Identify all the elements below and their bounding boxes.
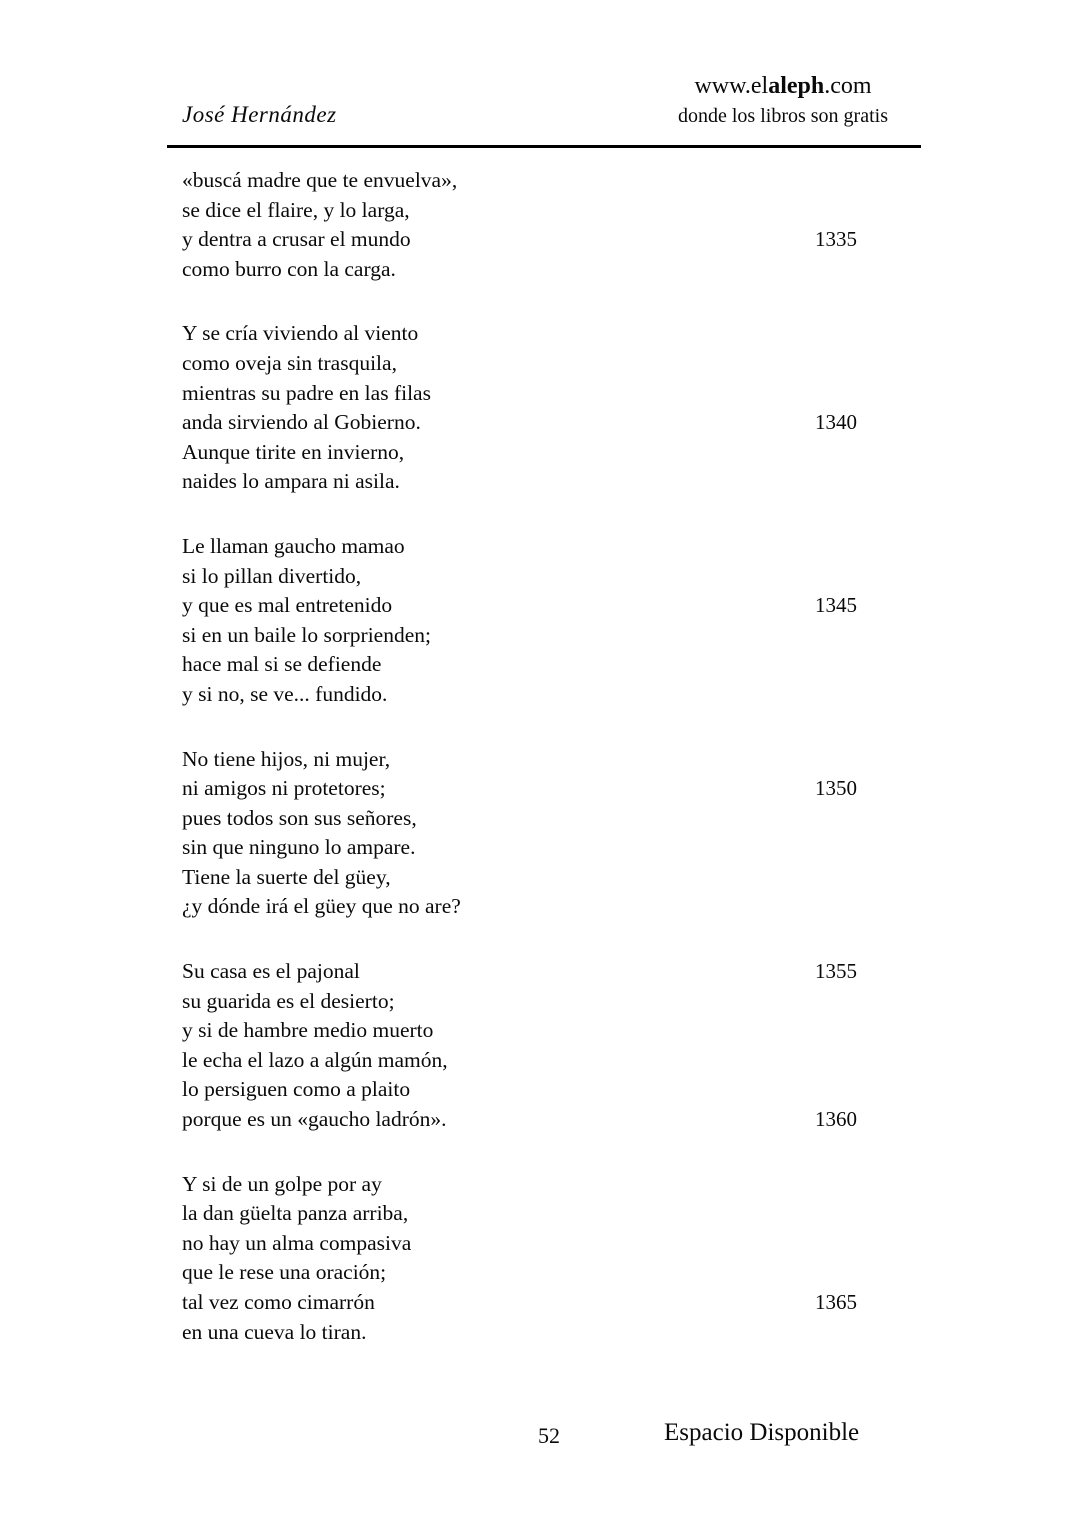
site-header [678,72,888,128]
poem-line-text: sin que ninguno lo ampare. [182,835,416,860]
poem-line [182,319,857,349]
site-url-suffix: .com [824,73,872,99]
poem-line-text: y que es mal entretenido [182,593,393,618]
poem-line [182,863,857,893]
poem-line [182,621,857,651]
poem-line-text: y dentra a crusar el mundo [182,227,411,252]
poem-line-text: anda sirviendo al Gobierno. [182,410,421,435]
poem-line-text: tal vez como cimarrón [182,1290,375,1314]
poem-line-text: su guarida es el desierto; [182,988,395,1013]
poem-line [182,467,857,497]
poem-line-text: le echa el lazo a algún mamón, [182,1047,448,1072]
poem-line-text: no hay un alma compasiva [182,1230,412,1255]
poem-line-text: porque es un «gaucho ladrón». [182,1107,447,1132]
poem-line-text: hace mal si se defiende [182,652,382,677]
poem-line-text: ni amigos ni protetores; [182,776,386,801]
poem-line-number: 1365 [815,1290,857,1314]
poem-line-text: No tiene hijos, ni mujer, [182,746,391,771]
poem-line-number: 1345 [815,593,857,618]
poem-line [182,774,857,804]
poem-line-text: que le rese una oración; [182,1260,387,1285]
poem-line [182,349,857,379]
stanza [182,166,857,284]
poem-line-number: 1355 [815,959,857,984]
poem-line [182,833,857,863]
poem-line-text: naides lo ampara ni asila. [182,469,400,494]
stanza [182,745,857,923]
poem-line-text: Y se cría viviendo al viento [182,321,419,346]
poem-line-text: Le llaman gaucho mamao [182,533,405,558]
poem-line [182,1199,857,1229]
stanza [182,532,857,710]
poem-line [182,1229,857,1259]
footer-right-text: Espacio Disponible [664,1419,860,1446]
poem-line-text: Su casa es el pajonal [182,959,360,984]
poem-line-text: Y si de un golpe por ay [182,1171,382,1196]
poem-line [182,255,857,285]
stanza [182,319,857,497]
page-number: 52 [538,1423,560,1448]
poem-line [182,987,857,1017]
poem-line-text: «buscá madre que te envuelva», [182,168,458,192]
poem-line-number: 1340 [815,410,857,435]
poem-line-number: 1335 [815,227,857,252]
site-url [678,72,888,100]
poem-line-text: como burro con la carga. [182,256,396,281]
poem-line-text: ¿y dónde irá el güey que no are? [182,894,461,919]
poem-line [182,1170,857,1200]
poem-line [182,562,857,592]
poem-line [182,379,857,409]
poem-line-text: y si no, se ve... fundido. [182,681,388,706]
poem-line [182,650,857,680]
poem-line-text: Tiene la suerte del güey, [182,864,391,889]
poem-line [182,1105,857,1135]
poem-line-text: mientras su padre en las filas [182,380,431,405]
site-url-brand: aleph [768,73,825,99]
poem-line [182,408,857,438]
poem-line [182,1075,857,1105]
poem-line-text: en una cueva lo tiran. [182,1319,367,1344]
poem-line-text: como oveja sin trasquila, [182,350,397,375]
stanza [182,1170,857,1348]
poem-line-text: la dan güelta panza arriba, [182,1201,409,1226]
poem-line [182,225,857,255]
poem-line [182,438,857,468]
poem-line [182,1258,857,1288]
poem-line [182,1046,857,1076]
poem-line-text: Aunque tirite en invierno, [182,439,405,464]
poem-body [182,166,857,1382]
poem-line [182,532,857,562]
poem-line-text: y si de hambre medio muerto [182,1018,434,1043]
poem-line [182,591,857,621]
poem-line [182,196,857,226]
site-tagline: donde los libros son gratis [678,105,888,127]
poem-line [182,804,857,834]
poem-line [182,1318,857,1348]
poem-line-text: lo persiguen como a plaito [182,1077,411,1102]
poem-line-text: pues todos son sus señores, [182,805,417,830]
poem-line [182,745,857,775]
header-divider [167,145,921,148]
poem-line-number: 1350 [815,776,857,801]
author-name: José Hernández [182,102,337,127]
poem-line [182,680,857,710]
poem-line-text: si en un baile lo sorprienden; [182,622,431,647]
poem-line [182,1288,857,1318]
poem-line [182,1016,857,1046]
site-url-prefix: www.el [694,73,769,99]
poem-line [182,166,857,196]
poem-line-text: se dice el flaire, y lo larga, [182,197,410,222]
poem-line [182,957,857,987]
poem-line-text: si lo pillan divertido, [182,563,362,588]
poem-line-number: 1360 [815,1107,857,1132]
poem-line [182,892,857,922]
stanza [182,957,857,1135]
